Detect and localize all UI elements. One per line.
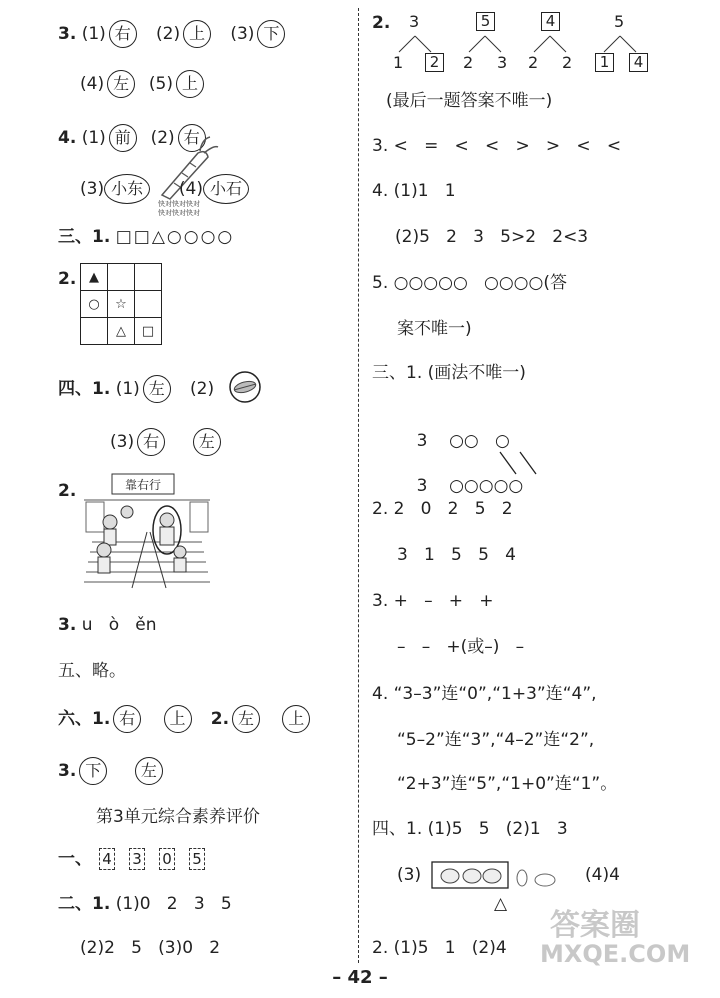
answer-circle: 前	[109, 124, 137, 152]
right-r5-2: 案不唯一)	[397, 319, 472, 339]
answer-circle: 上	[183, 20, 211, 48]
right-r6-3: 3 ○○○○○	[416, 476, 524, 496]
page-number: – 42 –	[332, 967, 388, 988]
right-r6-2: 3 ○○ ○	[416, 431, 510, 451]
left-e1: 一、 4 3 0 5	[58, 848, 212, 870]
answer-circle: 左	[135, 757, 163, 785]
answer-circle: 上	[164, 705, 192, 733]
answer-circle: 上	[176, 70, 204, 98]
left-e2-line2: (2)2 5 (3)0 2	[80, 938, 221, 958]
answer-circle: 左	[143, 375, 171, 403]
answer-circle: 右	[113, 705, 141, 733]
left-s4-1-line2: (3) 右 左	[110, 428, 224, 456]
leaf-circle-image	[228, 370, 262, 404]
right-r10-2b: (4)4	[585, 865, 620, 885]
left-s4-2-label: 2.	[58, 481, 77, 501]
right-r11: 2. (1)5 1 (2)4	[372, 938, 507, 958]
left-s3-2-label: 2.	[58, 269, 77, 289]
left-s6-line1: 六、1. 右 上 2. 左 上	[58, 705, 313, 733]
answer-oval: 小东	[104, 174, 150, 204]
left-s4-1-line1: 四、1. (1) 左 (2)	[58, 375, 214, 403]
left-s5: 五、略。	[58, 661, 126, 681]
answer-circle: 左	[193, 428, 221, 456]
right-r7-1: 2. 2 0 2 5 2	[372, 499, 513, 519]
carrot-caption: 快对快对快对 快对快对快对	[158, 200, 200, 217]
right-r9-1: 4. “3–3”连“0”,“1+3”连“4”,	[372, 684, 597, 704]
dashed-digit: 0	[159, 848, 175, 870]
left-q4-line1: 4. (1) 前 (2) 右	[58, 124, 209, 152]
right-r9-2: “5–2”连“3”,“4–2”连“2”,	[397, 730, 595, 750]
answer-circle: 下	[257, 20, 285, 48]
right-r10-1: 四、1. (1)5 5 (2)1 3	[372, 819, 568, 839]
answer-circle: 左	[232, 705, 260, 733]
right-r6-1: 三、1. (画法不唯一)	[372, 363, 526, 383]
left-s4-3: 3. u ò ěn	[58, 615, 157, 635]
right-r9-3: “2+3”连“5”,“1+0”连“1”。	[397, 774, 618, 794]
watermark-url: MXQE.COM	[540, 940, 691, 968]
dashed-digit: 5	[189, 848, 205, 870]
crossed-circles-marks	[496, 450, 540, 476]
left-s6-line2: 3. 下 左	[58, 757, 166, 785]
column-divider	[358, 8, 359, 963]
right-r10-2: (3)	[397, 865, 422, 885]
answer-circle: 右	[178, 124, 206, 152]
answer-circle: 左	[107, 70, 135, 98]
right-r4-1: 4. (1)1 1	[372, 181, 456, 201]
left-q3-line2: (4) 左 (5) 上	[80, 70, 207, 98]
sign-text: 靠右行	[124, 478, 161, 492]
right-r3: 3. < = < < > > < <	[372, 136, 622, 156]
right-r2-note: (最后一题答案不唯一)	[386, 91, 553, 111]
right-r8-2: – – +(或–) –	[397, 637, 525, 657]
left-s3-1: 三、1. □□△○○○○	[58, 227, 235, 247]
left-q3-line1: 3. (1) 右 (2) 上 (3) 下	[58, 20, 288, 48]
number-split-diagrams: 3 5 4 5 1 2 2 3 2 2 1 4	[385, 12, 665, 74]
right-r7-2: 3 1 5 5 4	[397, 545, 516, 565]
answer-circle: 右	[137, 428, 165, 456]
shape-grid: ▲ ○ ☆ △ □	[80, 263, 162, 345]
watermark-logo-text: 答案圈	[550, 908, 640, 943]
stairs-illustration	[82, 472, 212, 590]
right-r10-triangle: △	[494, 894, 508, 914]
dashed-digit: 3	[129, 848, 145, 870]
answer-circle: 右	[109, 20, 137, 48]
left-e2-line1: 二、1. (1)0 2 3 5	[58, 894, 232, 914]
dashed-digit: 4	[99, 848, 115, 870]
right-r4-2: (2)5 2 3 5>2 2<3	[395, 227, 589, 247]
animals-image	[430, 860, 565, 890]
answer-circle: 上	[282, 705, 310, 733]
answer-circle: 下	[79, 757, 107, 785]
answer-oval: 小石	[203, 174, 249, 204]
right-r8-1: 3. + – + +	[372, 591, 494, 611]
right-r2-label: 2.	[372, 13, 391, 33]
left-q4-line2: (3) 小东 (4) 小石	[80, 174, 249, 204]
right-r5-1: 5. ○○○○○ ○○○○(答	[372, 273, 567, 293]
unit-title: 第3单元综合素养评价	[96, 807, 260, 827]
